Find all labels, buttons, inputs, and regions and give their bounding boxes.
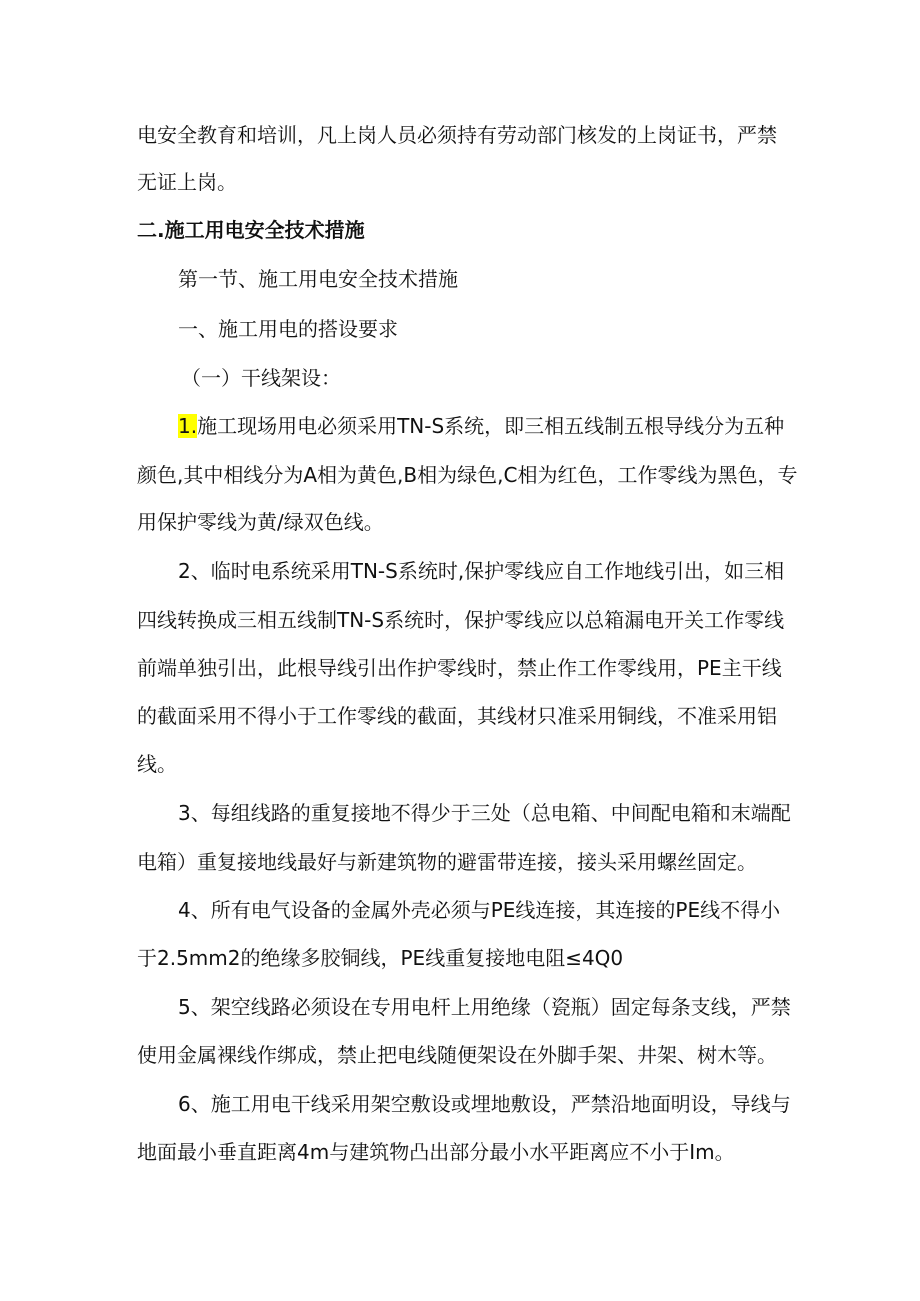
paragraph-1-text: 施工现场用电必须采用TN-S系统，即三相五线制五根导线分为五种 [197,414,785,438]
paragraph-1-line-1 [178,412,784,440]
paragraph-6-line-1: 6、施工用电干线采用架空敷设或埋地敷设，严禁沿地面明设，导线与 [178,1092,791,1116]
paragraph-4-line-1: 4、所有电气设备的金属外壳必须与PE线连接，其连接的PE线不得小 [178,898,781,922]
sub-heading: 第一节、施工用电安全技术措施 [178,267,458,291]
continuation-line-1: 电安全教育和培训，凡上岗人员必须持有劳动部门核发的上岗证书，严禁 [137,123,777,147]
paragraph-5-line-1: 5、架空线路必须设在专用电杆上用绝缘（瓷瓶）固定每条支线，严禁 [178,995,791,1019]
paragraph-2-line-2: 四线转换成三相五线制TN-S系统时，保护零线应以总箱漏电开关工作零线 [137,608,785,632]
sub-item-heading: （一）干线架设： [181,366,341,390]
paragraph-6-line-2: 地面最小垂直距离4m与建筑物凸出部分最小水平距离应不小于Im。 [137,1140,735,1164]
paragraph-3-line-1: 3、每组线路的重复接地不得少于三处（总电箱、中间配电箱和末端配 [178,801,791,825]
paragraph-4-line-2: 于2.5mm2的绝缘多胶铜线，PE线重复接地电阻≤4Q0 [137,946,624,970]
item-heading: 一、施工用电的搭设要求 [178,317,398,341]
highlighted-number: 1. [178,414,198,438]
paragraph-3-line-2: 电箱）重复接地线最好与新建筑物的避雷带连接，接头采用螺丝固定。 [137,850,757,874]
section-heading: 二.施工用电安全技术措施 [137,218,365,242]
paragraph-2-line-5: 线。 [137,752,177,776]
paragraph-1-line-3: 用保护零线为黄/绿双色线。 [137,510,384,534]
paragraph-2-line-4: 的截面采用不得小于工作零线的截面，其线材只准采用铜线，不准采用铝 [137,704,777,728]
continuation-line-2: 无证上岗。 [137,170,237,194]
paragraph-2-line-3: 前端单独引出，此根导线引出作护零线时，禁止作工作零线用，PE主干线 [137,656,782,680]
paragraph-1-line-2: 颜色,其中相线分为A相为黄色,B相为绿色,C相为红色，工作零线为黑色，专 [137,463,798,487]
paragraph-2-line-1: 2、临时电系统采用TN-S系统时,保护零线应自工作地线引出，如三相 [178,559,785,583]
paragraph-5-line-2: 使用金属裸线作绑成，禁止把电线随便架设在外脚手架、井架、树木等。 [137,1043,777,1067]
